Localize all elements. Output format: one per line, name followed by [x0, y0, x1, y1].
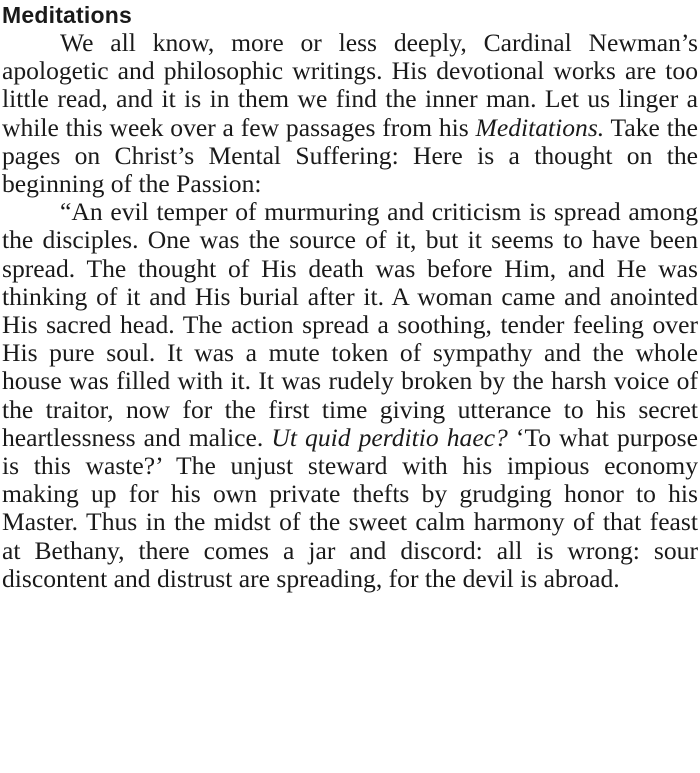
article-title: Meditations	[2, 2, 132, 28]
paragraph-quotation	[2, 198, 698, 593]
article	[2, 0, 698, 593]
paragraph-intro-text: We all know, more or less deeply, Cardinal Newman’s apologetic and philosophic writings. His devotional works are too little read, and it is in them we find the inner man. Let us linger a while this week over a few passages from his	[2, 28, 698, 142]
meditations-book-title: Meditations.	[475, 112, 605, 142]
paragraph-quotation-text: “An evil temper of murmuring and criticism is spread among the disciples. One was the source of it, but it seems to have been spread. The thought of His death was before Him, and He was thinking of it and His burial after it. A woman came and anointed His sacred head. The action spread a soothing, tender feeling over His pure soul. It was a mute token of sympathy and the whole house was filled with it. It was rudely broken by the harsh voice of the traitor, now for the first time giving utterance to his secret heartlessness and malice.	[2, 197, 698, 452]
paragraph-intro	[2, 29, 698, 198]
latin-phrase: Ut quid perditio haec?	[271, 422, 508, 452]
paragraph-quotation-text-end: ‘To what purpose is this waste?’ The unjust steward with his impious economy making up for his own private thefts by grudging honor to his Master. Thus in the midst of the sweet calm harmony of that feast at Bethany, there comes a jar and discord: all is wrong: sour discontent and distrust are spreading, for the devil is abroad.	[2, 422, 698, 593]
paragraph-intro-text-end: Take the pages on Christ’s Mental Suffering: Here is a thought on the beginning of the Passion:	[2, 112, 698, 199]
